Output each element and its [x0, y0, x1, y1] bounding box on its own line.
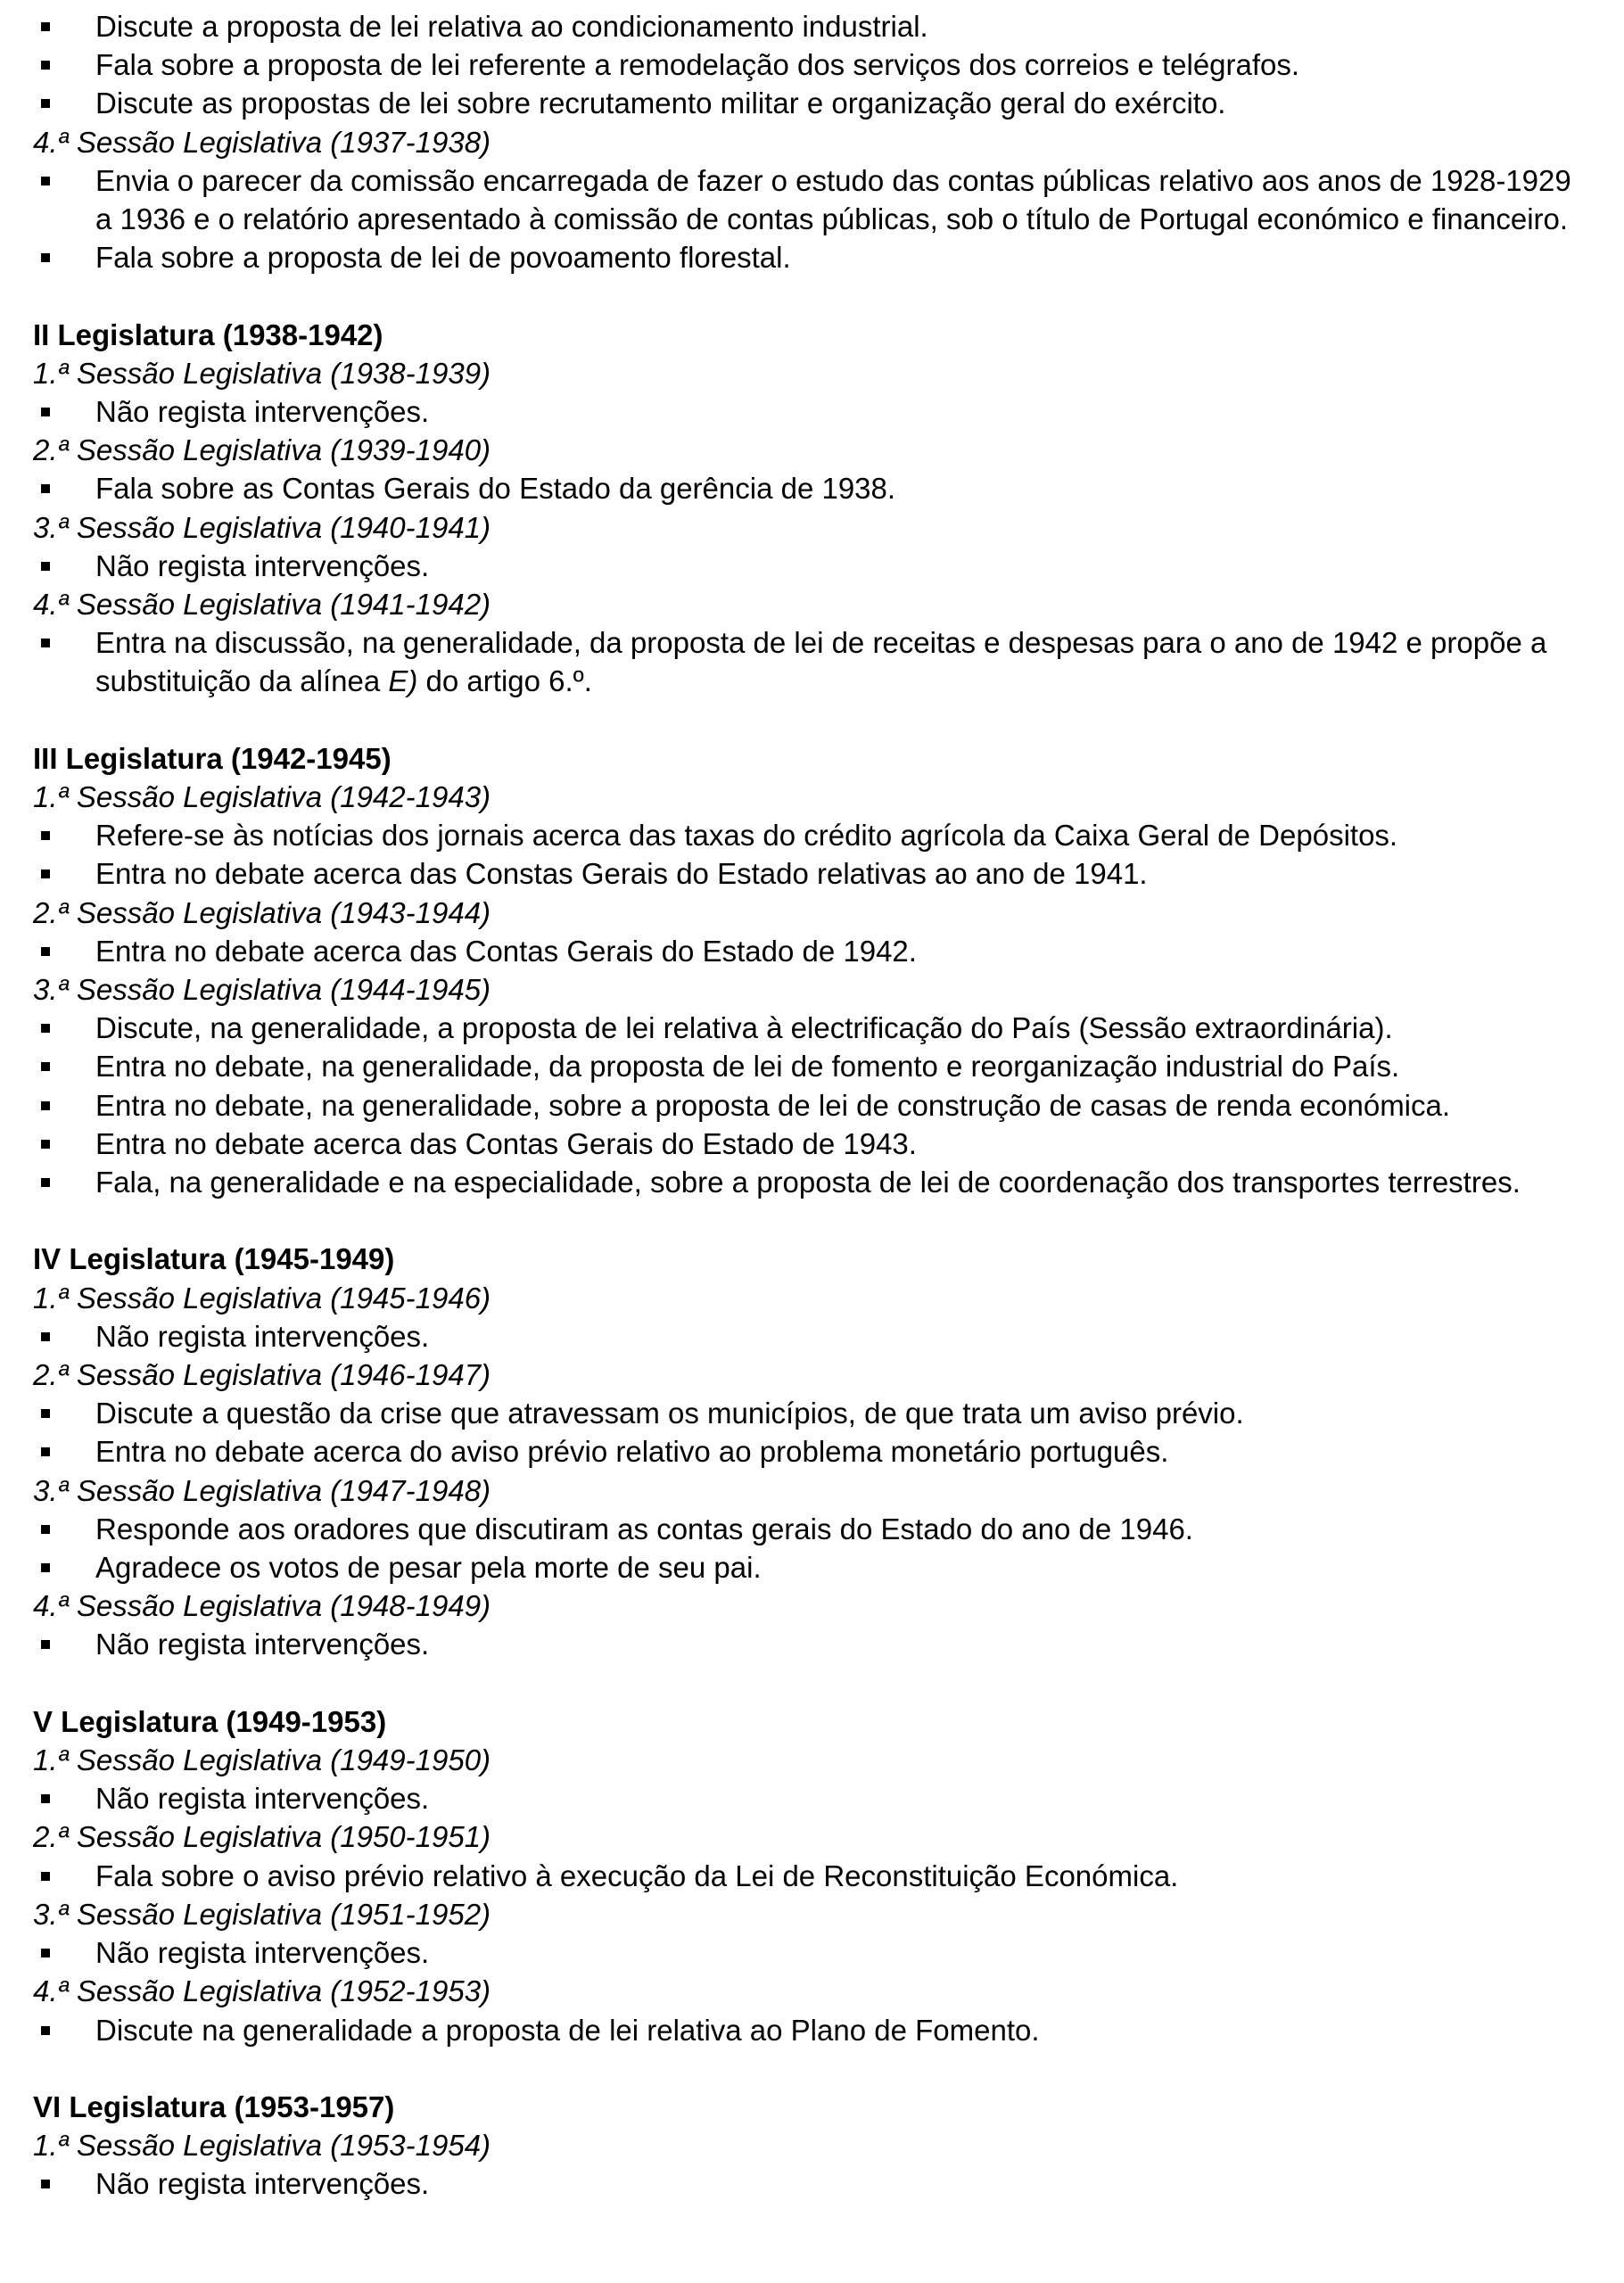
item-text — [95, 1936, 429, 1969]
session-heading: 4.ª Sessão Legislativa (1941-1942) — [33, 588, 491, 622]
list-item — [33, 1548, 1585, 1587]
legislature-section — [33, 316, 1585, 701]
list-item — [33, 7, 1585, 45]
item-text — [95, 1050, 1399, 1083]
square-bullet-icon — [41, 1101, 50, 1110]
list-item — [33, 2164, 1585, 2203]
session-heading: 4.ª Sessão Legislativa (1952-1953) — [33, 1974, 491, 2008]
item-text-segment: Discute na generalidade a proposta de lei relativa ao Plano de Fomento. — [95, 2013, 1040, 2047]
intervention-list — [33, 161, 1585, 277]
square-bullet-icon — [41, 562, 50, 571]
item-text-segment: Não regista intervenções. — [95, 2167, 430, 2201]
item-text — [95, 87, 1225, 120]
square-bullet-icon — [41, 22, 50, 31]
session-heading: 3.ª Sessão Legislativa (1951-1952) — [33, 1897, 491, 1931]
intervention-list — [33, 2011, 1585, 2049]
list-item — [33, 1779, 1585, 1817]
item-text-segment: Discute, na generalidade, a proposta de lei relativa à electrificação do País (Sessão extraordinária). — [95, 1011, 1393, 1045]
legislature-section — [33, 739, 1585, 1201]
square-bullet-icon — [41, 1872, 50, 1881]
intervention-list — [33, 7, 1585, 123]
square-bullet-icon — [41, 408, 50, 416]
item-text-segment: Fala sobre a proposta de lei referente a remodelação dos serviços dos correios e telégrafos. — [95, 48, 1300, 82]
square-bullet-icon — [41, 639, 50, 647]
square-bullet-icon — [41, 484, 50, 493]
session-heading: 2.ª Sessão Legislativa (1950-1951) — [33, 1820, 491, 1854]
item-text-segment: Não regista intervenções. — [95, 1936, 430, 1970]
session-heading: 1.ª Sessão Legislativa (1949-1950) — [33, 1743, 491, 1777]
item-text-segment: Fala, na generalidade e na especialidade, sobre a proposta de lei de coordenação dos transportes terrestres. — [95, 1166, 1521, 1199]
intervention-list — [33, 1009, 1585, 1201]
legislature-section — [33, 2088, 1585, 2204]
square-bullet-icon — [41, 2180, 50, 2188]
intervention-list — [33, 932, 1585, 970]
legislature-heading: IV Legislatura (1945-1949) — [33, 1242, 395, 1276]
square-bullet-icon — [41, 61, 50, 70]
list-item — [33, 84, 1585, 122]
session-heading: 1.ª Sessão Legislativa (1953-1954) — [33, 2129, 491, 2163]
list-item — [33, 1163, 1585, 1201]
item-text — [95, 395, 429, 428]
list-item — [33, 161, 1585, 238]
list-item — [33, 238, 1585, 276]
session-heading: 4.ª Sessão Legislativa (1948-1949) — [33, 1589, 491, 1623]
legislature-section — [33, 1702, 1585, 2049]
intervention-list — [33, 547, 1585, 585]
item-text — [95, 549, 429, 582]
legislature-heading: V Legislatura (1949-1953) — [33, 1704, 387, 1738]
square-bullet-icon — [41, 1062, 50, 1071]
session-heading: 2.ª Sessão Legislativa (1943-1944) — [33, 895, 491, 929]
square-bullet-icon — [41, 1178, 50, 1187]
session-heading: 3.ª Sessão Legislativa (1940-1941) — [33, 510, 491, 544]
list-item — [33, 854, 1585, 893]
legislature-continuation — [33, 7, 1585, 276]
square-bullet-icon — [41, 1024, 50, 1033]
item-text — [95, 1512, 1193, 1545]
item-text-segment: Discute as propostas de lei sobre recrutamento militar e organização geral do exército. — [95, 87, 1226, 120]
square-bullet-icon — [41, 1140, 50, 1149]
item-text — [95, 1127, 917, 1160]
square-bullet-icon — [41, 1447, 50, 1456]
session-heading: 3.ª Sessão Legislativa (1947-1948) — [33, 1473, 491, 1507]
list-item — [33, 816, 1585, 854]
item-text — [95, 1089, 1450, 1122]
item-text — [95, 819, 1397, 852]
intervention-list — [33, 1510, 1585, 1587]
square-bullet-icon — [41, 99, 50, 108]
item-text-segment: Entra no debate acerca das Contas Gerais do Estado de 1943. — [95, 1126, 917, 1160]
intervention-list — [33, 2164, 1585, 2203]
list-item — [33, 45, 1585, 84]
item-text — [95, 164, 1571, 235]
item-text — [95, 935, 917, 968]
intervention-list — [33, 1779, 1585, 1817]
item-text-segment: Envia o parecer da comissão encarregada de fazer o estudo das contas públicas relativo aos anos de 1928-1929 a 1936 e o relatório apresentado à comissão de contas públicas, sob o título de Portugal económico e financeiro. — [95, 163, 1571, 236]
item-text — [95, 472, 895, 505]
item-text — [95, 1782, 429, 1815]
intervention-list — [33, 1933, 1585, 1972]
session-heading: 2.ª Sessão Legislativa (1939-1940) — [33, 433, 491, 467]
item-text — [95, 1166, 1521, 1199]
item-text — [95, 1011, 1393, 1044]
item-text — [95, 2167, 429, 2200]
square-bullet-icon — [41, 1640, 50, 1649]
intervention-list — [33, 623, 1585, 700]
intervention-list — [33, 1317, 1585, 1356]
item-text — [95, 10, 928, 43]
square-bullet-icon — [41, 1332, 50, 1341]
list-item — [33, 1432, 1585, 1471]
square-bullet-icon — [41, 947, 50, 956]
intervention-list — [33, 469, 1585, 507]
item-text-italic: E) — [388, 664, 418, 698]
item-text — [95, 1320, 429, 1353]
item-text-segment: Não regista intervenções. — [95, 1319, 430, 1353]
list-item — [33, 392, 1585, 431]
item-text — [95, 48, 1299, 81]
intervention-list — [33, 1394, 1585, 1471]
item-text-segment: Fala sobre a proposta de lei de povoamento florestal. — [95, 241, 791, 275]
list-item — [33, 1009, 1585, 1047]
item-text — [95, 1551, 762, 1584]
square-bullet-icon — [41, 177, 50, 185]
item-text-segment: Entra no debate, na generalidade, sobre a proposta de lei de construção de casas de renda económica. — [95, 1088, 1451, 1122]
item-text-segment: Fala sobre as Contas Gerais do Estado da gerência de 1938. — [95, 472, 896, 506]
item-text-segment: Entra no debate acerca das Constas Gerais do Estado relativas ao ano de 1941. — [95, 857, 1148, 891]
item-text-segment: Não regista intervenções. — [95, 548, 430, 582]
list-item — [33, 547, 1585, 585]
square-bullet-icon — [41, 1563, 50, 1572]
list-item — [33, 1510, 1585, 1548]
list-item — [33, 1394, 1585, 1432]
item-text-segment: Não regista intervenções. — [95, 1628, 430, 1661]
list-item — [33, 1086, 1585, 1125]
item-text — [95, 857, 1148, 890]
square-bullet-icon — [41, 2026, 50, 2035]
list-item — [33, 1933, 1585, 1972]
item-text-segment: Agradece os votos de pesar pela morte de seu pai. — [95, 1551, 762, 1585]
item-text — [95, 1397, 1244, 1430]
square-bullet-icon — [41, 1525, 50, 1534]
intervention-list — [33, 392, 1585, 431]
item-text — [95, 1628, 429, 1661]
square-bullet-icon — [41, 1949, 50, 1957]
document-body — [33, 7, 1585, 2204]
legislature-section — [33, 1240, 1585, 1663]
item-text-segment: Fala sobre o aviso prévio relativo à execução da Lei de Reconstituição Económica. — [95, 1859, 1179, 1892]
list-item — [33, 469, 1585, 507]
item-text-segment: Não regista intervenções. — [95, 395, 430, 429]
legislature-heading: III Legislatura (1942-1945) — [33, 741, 392, 775]
intervention-list — [33, 816, 1585, 893]
session-heading: 1.ª Sessão Legislativa (1942-1943) — [33, 780, 491, 814]
item-text-segment: Entra na discussão, na generalidade, da proposta de lei de receitas e despesas para o ano de 1942 e propõe a substituição da alínea — [95, 626, 1547, 698]
square-bullet-icon — [41, 870, 50, 878]
session-heading: 1.ª Sessão Legislativa (1938-1939) — [33, 356, 491, 390]
item-text — [95, 241, 791, 274]
item-text — [95, 626, 1546, 697]
item-text-segment: do artigo 6.º. — [417, 664, 592, 698]
list-item — [33, 1625, 1585, 1663]
item-text-segment: Responde aos oradores que discutiram as contas gerais do Estado do ano de 1946. — [95, 1512, 1193, 1545]
item-text — [95, 1435, 1168, 1468]
session-heading: 2.ª Sessão Legislativa (1946-1947) — [33, 1358, 491, 1392]
square-bullet-icon — [41, 831, 50, 840]
item-text-segment: Não regista intervenções. — [95, 1782, 430, 1816]
legislature-heading: II Legislatura (1938-1942) — [33, 317, 383, 351]
list-item — [33, 1047, 1585, 1085]
session-heading: 3.ª Sessão Legislativa (1944-1945) — [33, 973, 491, 1007]
list-item — [33, 2011, 1585, 2049]
item-text-segment: Entra no debate, na generalidade, da proposta de lei de fomento e reorganização industrial do País. — [95, 1050, 1400, 1084]
session-heading: 1.ª Sessão Legislativa (1945-1946) — [33, 1281, 491, 1315]
intervention-list — [33, 1857, 1585, 1895]
list-item — [33, 623, 1585, 700]
list-item — [33, 932, 1585, 970]
item-text-segment: Entra no debate acerca do aviso prévio relativo ao problema monetário português. — [95, 1435, 1169, 1469]
item-text-segment: Refere-se às notícias dos jornais acerca das taxas do crédito agrícola da Caixa Geral de Depósitos. — [95, 819, 1398, 853]
item-text-segment: Discute a proposta de lei relativa ao condicionamento industrial. — [95, 10, 928, 43]
item-text-segment: Entra no debate acerca das Contas Gerais do Estado de 1942. — [95, 934, 917, 968]
list-item — [33, 1125, 1585, 1163]
item-text-segment: Discute a questão da crise que atravessam os municípios, de que trata um aviso prévio. — [95, 1397, 1244, 1430]
intervention-list — [33, 1625, 1585, 1663]
item-text — [95, 1859, 1178, 1892]
session-heading: 4.ª Sessão Legislativa (1937-1938) — [33, 125, 491, 159]
list-item — [33, 1857, 1585, 1895]
item-text — [95, 2014, 1040, 2047]
list-item — [33, 1317, 1585, 1356]
legislature-heading: VI Legislatura (1953-1957) — [33, 2089, 395, 2123]
square-bullet-icon — [41, 1794, 50, 1803]
square-bullet-icon — [41, 253, 50, 262]
square-bullet-icon — [41, 1409, 50, 1418]
